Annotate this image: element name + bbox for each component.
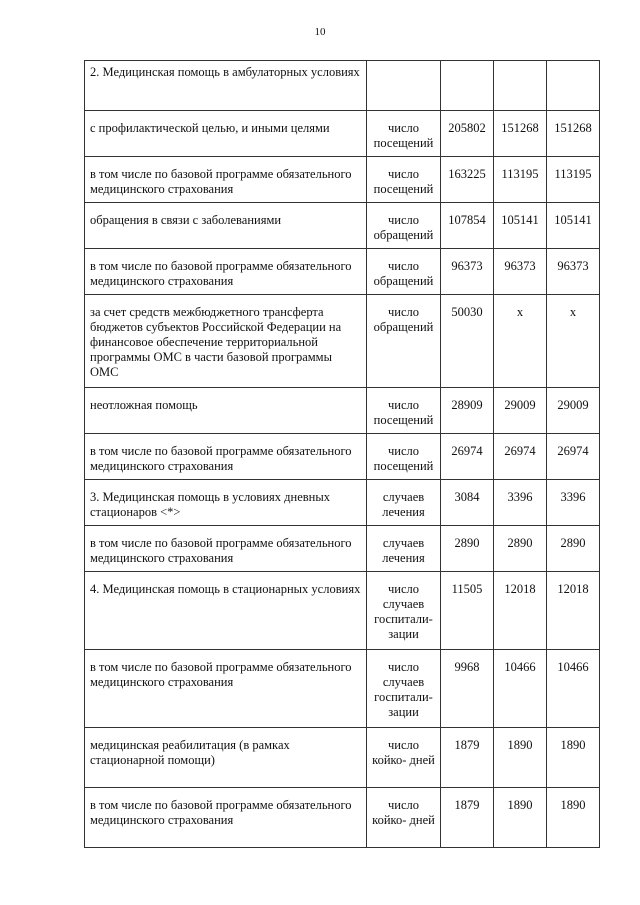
row-value-2: 105141 [494,203,547,249]
row-unit: число случаев госпитали- зации [367,650,441,728]
row-description: 3. Медицинская помощь в условиях дневных стационаров <*> [85,480,367,526]
row-unit: число койко- дней [367,728,441,788]
row-unit [367,61,441,111]
row-value-3: 151268 [547,111,600,157]
row-value-2: 151268 [494,111,547,157]
row-value-2: х [494,295,547,388]
row-value-3: 105141 [547,203,600,249]
row-unit: число койко- дней [367,788,441,848]
row-unit: число случаев госпитали- зации [367,572,441,650]
row-value-3: 10466 [547,650,600,728]
row-value-1 [441,61,494,111]
row-description: 4. Медицинская помощь в стационарных условиях [85,572,367,650]
indicators-table [84,60,600,848]
row-unit: число посещений [367,388,441,434]
row-value-3: 113195 [547,157,600,203]
row-unit: число посещений [367,111,441,157]
page-number: 10 [314,26,326,38]
table-row [85,61,600,111]
row-value-2: 1890 [494,788,547,848]
row-value-1: 1879 [441,728,494,788]
row-description: 2. Медицинская помощь в амбулаторных условиях [85,61,367,111]
row-value-2: 3396 [494,480,547,526]
table-body [85,61,600,848]
row-description: в том числе по базовой программе обязательного медицинского страхования [85,157,367,203]
row-value-1: 107854 [441,203,494,249]
row-value-3: 26974 [547,434,600,480]
table-row [85,203,600,249]
row-value-1: 28909 [441,388,494,434]
row-value-1: 2890 [441,526,494,572]
row-unit: число обращений [367,203,441,249]
row-value-3: 3396 [547,480,600,526]
row-value-3: 96373 [547,249,600,295]
row-value-1: 1879 [441,788,494,848]
table-row [85,650,600,728]
row-unit: число обращений [367,295,441,388]
row-value-2: 29009 [494,388,547,434]
row-description: неотложная помощь [85,388,367,434]
row-value-1: 9968 [441,650,494,728]
row-value-2: 113195 [494,157,547,203]
row-value-2: 12018 [494,572,547,650]
row-value-3: 12018 [547,572,600,650]
row-value-3: х [547,295,600,388]
row-description: в том числе по базовой программе обязательного медицинского страхования [85,434,367,480]
row-value-3: 29009 [547,388,600,434]
table-row [85,249,600,295]
row-value-2: 2890 [494,526,547,572]
table-row [85,434,600,480]
row-value-3: 1890 [547,728,600,788]
row-unit: число посещений [367,434,441,480]
row-value-1: 96373 [441,249,494,295]
row-value-3: 2890 [547,526,600,572]
row-value-1: 26974 [441,434,494,480]
row-unit: случаев лечения [367,480,441,526]
table-row [85,788,600,848]
table-row [85,388,600,434]
row-description: обращения в связи с заболеваниями [85,203,367,249]
row-description: в том числе по базовой программе обязательного медицинского страхования [85,788,367,848]
row-description: в том числе по базовой программе обязательного медицинского страхования [85,650,367,728]
row-value-2: 1890 [494,728,547,788]
row-unit: случаев лечения [367,526,441,572]
table-row [85,480,600,526]
row-unit: число посещений [367,157,441,203]
row-value-1: 205802 [441,111,494,157]
row-value-3: 1890 [547,788,600,848]
row-value-2 [494,61,547,111]
table-row [85,572,600,650]
row-value-1: 3084 [441,480,494,526]
table-row [85,728,600,788]
row-value-3 [547,61,600,111]
table-row [85,526,600,572]
row-value-2: 26974 [494,434,547,480]
row-description: за счет средств межбюджетного трансферта бюджетов субъектов Российской Федерации на финансовое обеспечение территориальной программы ОМС в части базовой программы ОМС [85,295,367,388]
row-value-2: 96373 [494,249,547,295]
row-value-1: 11505 [441,572,494,650]
row-description: в том числе по базовой программе обязательного медицинского страхования [85,249,367,295]
row-description: в том числе по базовой программе обязательного медицинского страхования [85,526,367,572]
table-row [85,157,600,203]
row-value-1: 163225 [441,157,494,203]
row-description: медицинская реабилитация (в рамках стационарной помощи) [85,728,367,788]
row-description: с профилактической целью, и иными целями [85,111,367,157]
table-row [85,295,600,388]
row-unit: число обращений [367,249,441,295]
row-value-2: 10466 [494,650,547,728]
row-value-1: 50030 [441,295,494,388]
table-row [85,111,600,157]
